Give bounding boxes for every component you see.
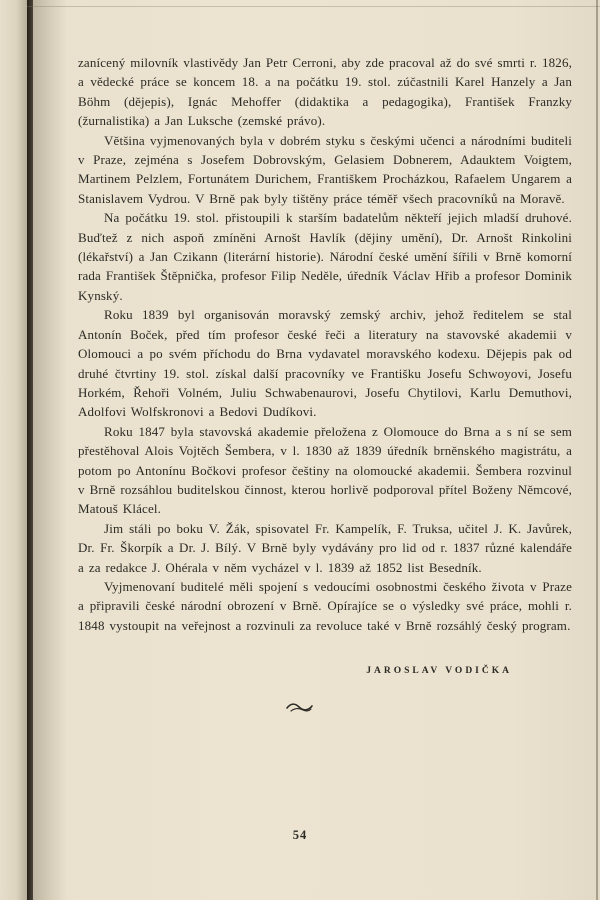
body-text xyxy=(78,53,572,635)
paragraph: Na počátku 19. stol. přistoupili k starším badatelům někteří jejich mladší druhové. Buďtež z nich aspoň zmíněni Arnošt Havlík (dějiny umění), Dr. Arnošt Rinkolini (lékařství) a Jan Czikann (literární historie). Národní české umění šířili v Brně komorní rada František Štěpnička, profesor Filip Neděle, úředník Václav Hřib a profesor Dominik Kynský. xyxy=(78,210,572,303)
paragraph: Vyjmenovaní buditelé měli spojení s vedoucími osobnostmi českého života v Praze a připravili české národní obrození v Brně. Opírajíce se o výsledky své práce, mohli r. 1848 vystoupit na veřejnost a rozvinuli za revoluce také v Brně rozsáhlý český program. xyxy=(78,578,572,633)
paragraph: Roku 1839 byl organisován moravský zemský archiv, jehož ředitelem se stal Antonín Boček, před tím profesor české řeči a literatury na stavovské akademii v Olomouci a po svém příchodu do Brna vydavatel moravského kodexu. Dějepis pak od druhé čtvrtiny 19. stol. získal další pracovníky ve Františku Josefu Schwoyovi, Josefu Horkém, Řehoři Volném, Juliu Schwabenaurovi, Josefu Chytilovi, Karlu Demuthovi, Adolfovi Wolfskronovi a Bedovi Dudíkovi. xyxy=(78,307,572,420)
author-signature: JAROSLAV VODIČKA xyxy=(366,666,512,676)
tailpiece-ornament-icon xyxy=(0,698,600,716)
page-right-edge xyxy=(596,0,598,900)
paragraph: Roku 1847 byla stavovská akademie přeložena z Olomouce do Brna a s ní se sem přestěhoval Alois Vojtěch Šembera, v l. 1830 až 1839 úředník brněnského magistrátu, a potom po Antonínu Bočkovi profesor češtiny na olomoucké akademii. Šembera rozvinul v Brně rozsáhlou buditelskou činnost, kterou horlivě podporoval přítel Boženy Němcové, Matouš Klácel. xyxy=(78,423,572,517)
page-margin-left xyxy=(0,0,27,900)
binding-shadow-fade xyxy=(33,0,67,900)
paragraph: Většina vyjmenovaných byla v dobrém styku s českými učenci a národními buditeli v Praze, zejména s Josefem Dobrovským, Gelasiem Dobnerem, Adauktem Voigtem, Martinem Pelzlem, Fortunátem Durichem, Františkem Procházkou, Rafaelem Ungarem a Stanislavem Vydrou. V Brně pak byly tištěny práce téměř všech pracovníků na Moravě. xyxy=(78,132,572,206)
paragraph: Jim stáli po boku V. Žák, spisovatel Fr. Kampelík, F. Truksa, učitel J. K. Javůrek, Dr. Fr. Škorpík a Dr. J. Bílý. V Brně byly vydávány pro lid od r. 1837 různé kalendáře a za redakce J. Ohérala v něm vycházel v l. 1839 až 1852 list Besedník. xyxy=(78,520,572,575)
page-top-edge xyxy=(27,6,600,7)
page-number: 54 xyxy=(292,828,308,842)
paragraph: zanícený milovník vlastivědy Jan Petr Cerroni, aby zde pracoval až do své smrti r. 1826, a vědecké práce se koncem 18. a na počátku 19. stol. zúčastnili Karel Hanzely a Jan Böhm (dějepis), Ignác Mehoffer (didaktika a pedagogika), František Franzky (žurnalistika) a Jan Luksche (zemské právo). xyxy=(78,55,572,129)
